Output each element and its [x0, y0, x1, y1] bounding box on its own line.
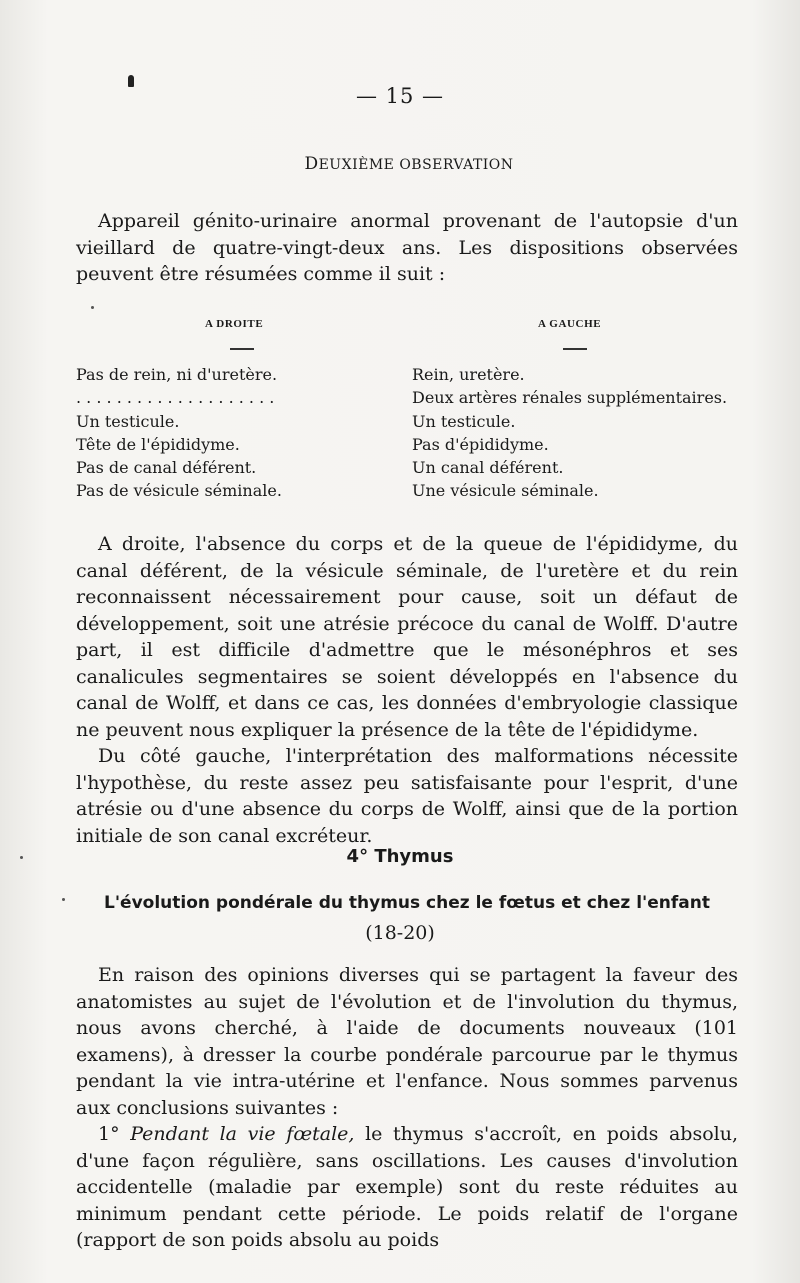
section-subheading: L'évolution pondérale du thymus chez le fœtus et chez l'enfant [104, 893, 710, 913]
discussion-section [76, 531, 738, 849]
thymus-text: En raison des opinions diverses qui se partagent la faveur des anatomistes au sujet de l'évolution et de l'involution du thymus, nous avons cherché, à l'aide de documents nouveaux (101 examens), à dresser la courbe pondérale parcourue par le thymus pendant la vie intra-utérine et l'enfance. Nous sommes parvenus aux conclusions suivantes : [76, 964, 738, 1119]
observation-title [0, 154, 800, 174]
discussion-paragraph [76, 743, 738, 849]
section-reference: (18-20) [365, 922, 435, 944]
intro-text: Appareil génito-urinaire anormal provenant de l'autopsie d'un vieillard de quatre-vingt-deux ans. Les dispositions observées peuvent être résumées comme il suit : [76, 210, 738, 285]
observation-title-initial: D [304, 154, 319, 174]
section-heading: 4° Thymus [346, 846, 454, 867]
list-item: Un canal déférent. [412, 458, 564, 478]
intro-paragraph [76, 208, 738, 288]
conclusion-number: 1° [98, 1123, 120, 1145]
column-header-left-side: A GAUCHE [538, 318, 602, 330]
list-item: Rein, uretère. [412, 365, 525, 384]
conclusion-text: le thymus s'accroît, en poids absolu, d'une façon régulière, sans oscillations. Les causes d'involution accidentelle (maladie par exemple) sont du reste réduites au minimum pendant cette période. Le poids relatif de l'organe (rapport de son poids absolu au poids [76, 1123, 739, 1251]
discussion-text: A droite, l'absence du corps et de la queue de l'épididyme, du canal déférent, de la vésicule séminale, de l'uretère et du rein reconnaissent nécessairement pour cause, soit un défaut de développement, soit une atrésie précoce du canal de Wolff. D'autre part, il est difficile d'admettre que le mésonéphros et ses canalicules segmentaires se soient développés en l'absence du canal de Wolff, et dans ce cas, les données d'embryologie classique ne peuvent nous expliquer la présence de la tête de l'épididyme. [76, 533, 738, 741]
left-column-list [76, 363, 406, 503]
discussion-text: Du côté gauche, l'interprétation des malformations nécessite l'hypothèse, du reste assez peu satisfaisante pour l'esprit, d'une atrésie ou d'une absence du corps de Wolff, ainsi que de la portion initiale de son canal excréteur. [76, 745, 738, 847]
speck [62, 898, 65, 901]
list-item: . . . . . . . . . . . . . . . . . . . . [76, 388, 275, 408]
list-item: Une vésicule séminale. [412, 481, 599, 501]
list-item: Deux artères rénales supplémentaires. [412, 388, 728, 408]
discussion-paragraph [76, 531, 738, 743]
speck [91, 306, 94, 309]
list-item: Pas de rein, ni d'uretère. [76, 365, 278, 384]
column-header-right-side: A DROITE [205, 318, 264, 330]
list-item: Tête de l'épididyme. [76, 434, 240, 454]
list-item: Pas de canal déférent. [76, 458, 257, 478]
observation-title-rest: EUXIÈME OBSERVATION [318, 157, 514, 173]
thymus-section [76, 962, 738, 1254]
conclusion-emphasis: Pendant la vie fœtale, [130, 1123, 355, 1145]
page-number: — 15 — [355, 84, 445, 108]
thymus-paragraph [76, 1121, 738, 1254]
column-divider-dash [563, 348, 587, 350]
right-column-list [412, 363, 742, 503]
list-item: Pas de vésicule séminale. [76, 481, 282, 501]
list-item: Pas d'épididyme. [412, 434, 549, 454]
column-divider-dash [230, 348, 254, 350]
list-item: Un testicule. [412, 411, 516, 431]
list-item: Un testicule. [76, 411, 180, 431]
thymus-paragraph [76, 962, 738, 1121]
